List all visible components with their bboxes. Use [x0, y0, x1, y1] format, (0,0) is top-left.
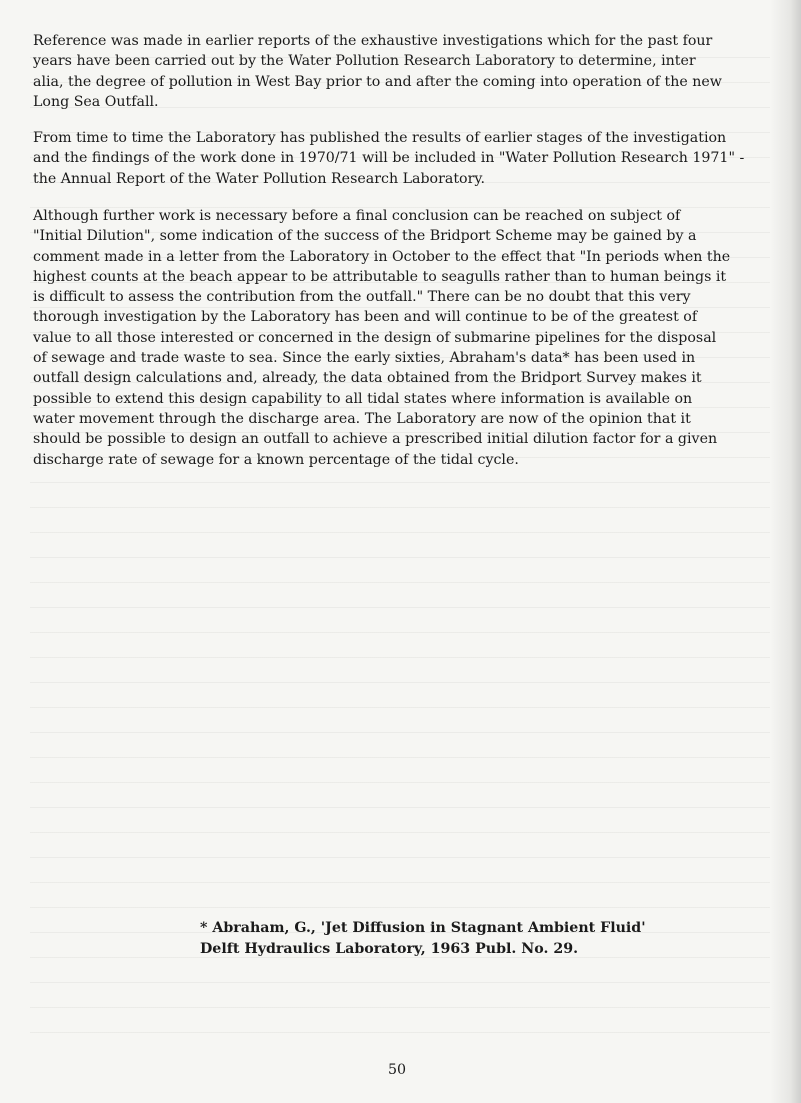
text-line: water movement through the discharge area. The Laboratory are now of the opinion that it	[33, 410, 691, 427]
text-line: should be possible to design an outfall to achieve a prescribed initial dilution factor for a given	[33, 431, 718, 448]
text-line: the Annual Report of the Water Pollution Research Laboratory.	[33, 170, 485, 187]
text-line: "Initial Dilution", some indication of the success of the Bridport Scheme may be gained by a	[33, 228, 697, 245]
text-line: value to all those interested or concerned in the design of submarine pipelines for the disposal	[33, 329, 717, 346]
text-line: of sewage and trade waste to sea. Since the early sixties, Abraham's data* has been used in	[33, 350, 696, 367]
text-line: Reference was made in earlier reports of the exhaustive investigations which for the past four	[33, 33, 713, 49]
text-line: discharge rate of sewage for a known percentage of the tidal cycle.	[33, 451, 519, 468]
bleed-through-texture	[30, 40, 770, 1040]
text-line: Although further work is necessary before a final conclusion can be reached on subject of	[33, 208, 681, 224]
text-line: thorough investigation by the Laboratory has been and will continue to be of the greatest of	[33, 309, 698, 326]
page-number: 50	[388, 1062, 407, 1078]
text-line: From time to time the Laboratory has published the results of earlier stages of the investigation	[33, 130, 727, 146]
text-line: years have been carried out by the Water Pollution Research Laboratory to determine, inter	[33, 53, 696, 70]
paragraph-initial-dilution	[33, 206, 783, 470]
footnote-line: Delft Hydraulics Laboratory, 1963 Publ. No. 29.	[200, 940, 579, 957]
text-line: Long Sea Outfall.	[33, 93, 159, 110]
footnote-reference	[200, 918, 646, 959]
text-line: possible to extend this design capability to all tidal states where information is available on	[33, 390, 693, 407]
footnote-line: * Abraham, G., 'Jet Diffusion in Stagnant Ambient Fluid'	[200, 920, 646, 936]
text-line: alia, the degree of pollution in West Bay prior to and after the coming into operation of the new	[33, 73, 722, 90]
paragraph-earlier-reports	[33, 31, 783, 112]
text-line: is difficult to assess the contribution from the outfall." There can be no doubt that this very	[33, 289, 691, 306]
text-line: and the findings of the work done in 1970/71 will be included in "Water Pollution Research 1971" -	[33, 150, 745, 167]
paragraph-published-results	[33, 128, 783, 189]
text-line: highest counts at the beach appear to be attributable to seagulls rather than to human beings it	[33, 268, 727, 285]
text-line: outfall design calculations and, already, the data obtained from the Bridport Survey makes it	[33, 370, 702, 387]
text-line: comment made in a letter from the Laboratory in October to the effect that "In periods when the	[33, 248, 731, 265]
